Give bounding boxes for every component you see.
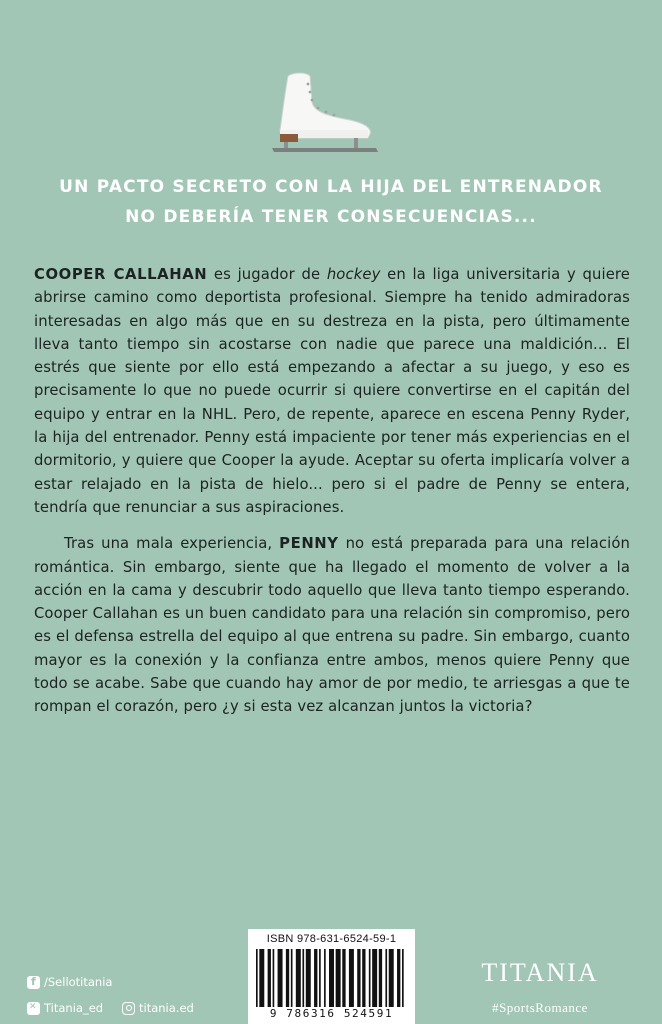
barcode-bar: [273, 949, 275, 1007]
barcode-bar: [362, 949, 365, 1007]
barcode-bar: [336, 949, 341, 1007]
barcode-bar: [389, 949, 394, 1007]
ice-skate-icon: [268, 68, 380, 156]
facebook-icon: [27, 976, 40, 989]
barcode-digits: 9 786316 524591: [269, 1007, 394, 1020]
isbn-number: ISBN 978-631-6524-59-1: [266, 933, 397, 945]
barcode-bar: [357, 949, 360, 1007]
x-handle: Titania_ed: [44, 1001, 104, 1015]
barcode-bar: [402, 949, 404, 1007]
barcode-bar: [302, 949, 304, 1007]
publisher-logo: TITANIA: [481, 958, 599, 987]
barcode-bar: [319, 949, 321, 1007]
paragraph-1-text-a: es jugador de: [207, 266, 327, 283]
tagline: [0, 172, 662, 232]
barcode-bar: [314, 949, 317, 1007]
tagline-line-2: NO DEBERÍA TENER CONSECUENCIAS...: [125, 207, 537, 227]
character-name-cooper: COOPER CALLAHAN: [34, 266, 208, 283]
synopsis-paragraph-1: [34, 263, 630, 519]
character-name-penny: PENNY: [279, 535, 339, 553]
barcode-bar: [397, 949, 400, 1007]
barcode-bar: [306, 949, 311, 1007]
tagline-line-1: UN PACTO SECRETO CON LA HIJA DEL ENTRENADOR: [59, 177, 603, 197]
barcode-box: [248, 929, 415, 1024]
barcode-bar: [256, 949, 258, 1007]
barcode-bar: [372, 949, 377, 1007]
paragraph-1-text-b: en la liga universitaria y quiere abrirse camino como deportista profesional. Siempre ha tenido admiradoras interesadas en algo más que en su destreza en la pista, pero últimamente lleva tanto tiempo sin acostarse con nadie que parece una maldición... El estrés que siente por ello está empezando a afectar a su juego, y eso es precisamente lo que no puede ocurrir si quiere convertirse en el capitán del equipo y entrar en la NHL. Pero, de repente, aparece en escena Penny Ryder, la hija del entrenador. Penny está impaciente por tener más experiencias en el dormitorio, y quiere que Cooper la ayude. Aceptar su oferta implicaría volver a estar relajado en la pista de hielo... pero si el padre de Penny se entera, tendría que renunciar a sus aspiraciones.: [34, 266, 630, 516]
instagram-link[interactable]: [122, 1001, 194, 1015]
barcode-bar: [342, 949, 345, 1007]
publisher-hashtag: #SportsRomance: [492, 1000, 588, 1015]
paragraph-2-text-b: no está preparada para una relación romántica. Sin embargo, siente que ha llegado el momento de volver a la acción en la cama y descubrir todo aquello que lleva tanto tiempo esperando. Cooper Callahan es un buen candidato para una relación sin compromiso, pero es el defensa estrella del equipo al que entrena su padre. Sin embargo, cuanto mayor es la conexión y la confianza entre ambos, menos quiere Penny que todo se acabe. Sabe que cuando hay amor de por medio, te arriesgas a que te rompan el corazón, pero ¿y si esta vez alcanzan juntos la victoria?: [34, 535, 630, 716]
barcode-bar: [268, 949, 271, 1007]
instagram-icon: [122, 1002, 135, 1015]
barcode-bar: [278, 949, 283, 1007]
x-link[interactable]: [27, 1001, 103, 1015]
facebook-link[interactable]: [27, 975, 112, 989]
barcode-bar: [369, 949, 371, 1007]
facebook-handle: /Sellotitania: [44, 975, 113, 989]
barcode-bar: [329, 949, 334, 1007]
barcode-bar: [291, 949, 293, 1007]
synopsis: [34, 263, 630, 719]
barcode-bar: [324, 949, 326, 1007]
paragraph-2-text-a: Tras una mala experiencia,: [64, 535, 280, 553]
synopsis-paragraph-2: [34, 532, 630, 718]
barcode-bar: [385, 949, 387, 1007]
paragraph-1-italic: hockey: [326, 266, 381, 283]
x-icon: [27, 1002, 40, 1015]
barcode-bar: [296, 949, 301, 1007]
barcode-bar: [286, 949, 289, 1007]
instagram-handle: titania.ed: [139, 1001, 194, 1015]
barcode-bar: [349, 949, 354, 1007]
barcode-bars: [256, 949, 407, 1007]
barcode-bar: [379, 949, 382, 1007]
barcode-bar: [259, 949, 264, 1007]
